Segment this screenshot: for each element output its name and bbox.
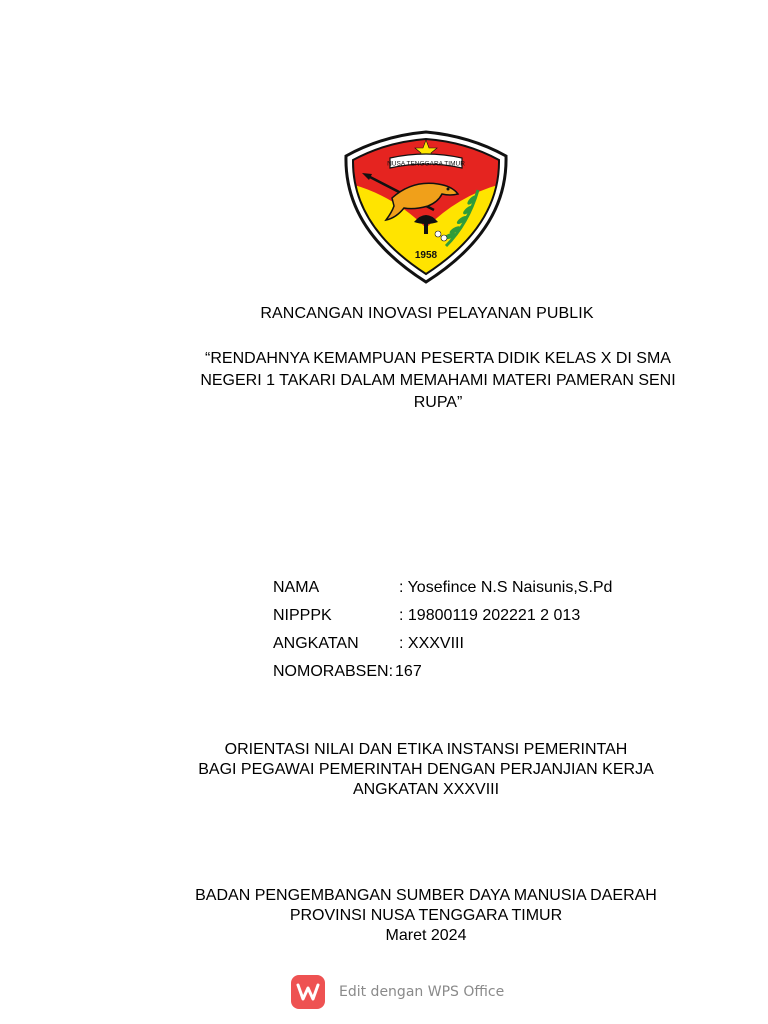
emblem-banner-text: NUSA TENGGARA TIMUR [387,160,465,168]
document-title-block [0,305,768,323]
wps-office-icon [291,975,325,1009]
innovation-topic [0,348,768,414]
identity-row-name [273,574,612,602]
topic-line: “RENDAHNYA KEMAMPUAN PESERTA DIDIK KELAS X DI SMA [205,350,671,367]
wps-edit-text: Edit dengan WPS Office [339,984,505,1000]
institution-line: BADAN PENGEMBANGAN SUMBER DAYA MANUSIA DAERAH [195,887,657,904]
institution-block [0,886,768,946]
name-value: : Yosefince N.S Naisunis,S.Pd [399,579,613,596]
program-line: ANGKATAN XXXVIII [352,781,500,798]
absen-value: 167 [395,663,422,680]
batch-value: : XXXVIII [399,635,464,652]
document-title: RANCANGAN INOVASI PELAYANAN PUBLIK [260,305,594,322]
name-label: NAMA [273,579,320,596]
institution-line: PROVINSI NUSA TENGGARA TIMUR [289,907,563,924]
identity-row-absen [273,658,612,686]
identity-row-batch [273,630,612,658]
identity-row-nip [273,602,612,630]
nip-value: : 19800119 202221 2 013 [399,607,581,624]
training-program-block [0,740,768,800]
absen-label: NOMORABSEN: [273,663,394,680]
nip-label: NIPPPK [273,607,332,624]
identity-block [273,574,612,686]
wps-edit-link[interactable] [291,975,504,1009]
document-date: Maret 2024 [385,927,467,944]
program-line: BAGI PEGAWAI PEMERINTAH DENGAN PERJANJIAN KERJA [198,761,654,778]
topic-line: NEGERI 1 TAKARI DALAM MEMAHAMI MATERI PAMERAN SENI [200,372,676,389]
topic-line: RUPA” [413,394,463,411]
batch-label: ANGKATAN [273,635,359,652]
ntt-emblem-logo [342,128,510,286]
emblem-year: 1958 [414,250,438,261]
program-line: ORIENTASI NILAI DAN ETIKA INSTANSI PEMERINTAH [224,741,628,758]
